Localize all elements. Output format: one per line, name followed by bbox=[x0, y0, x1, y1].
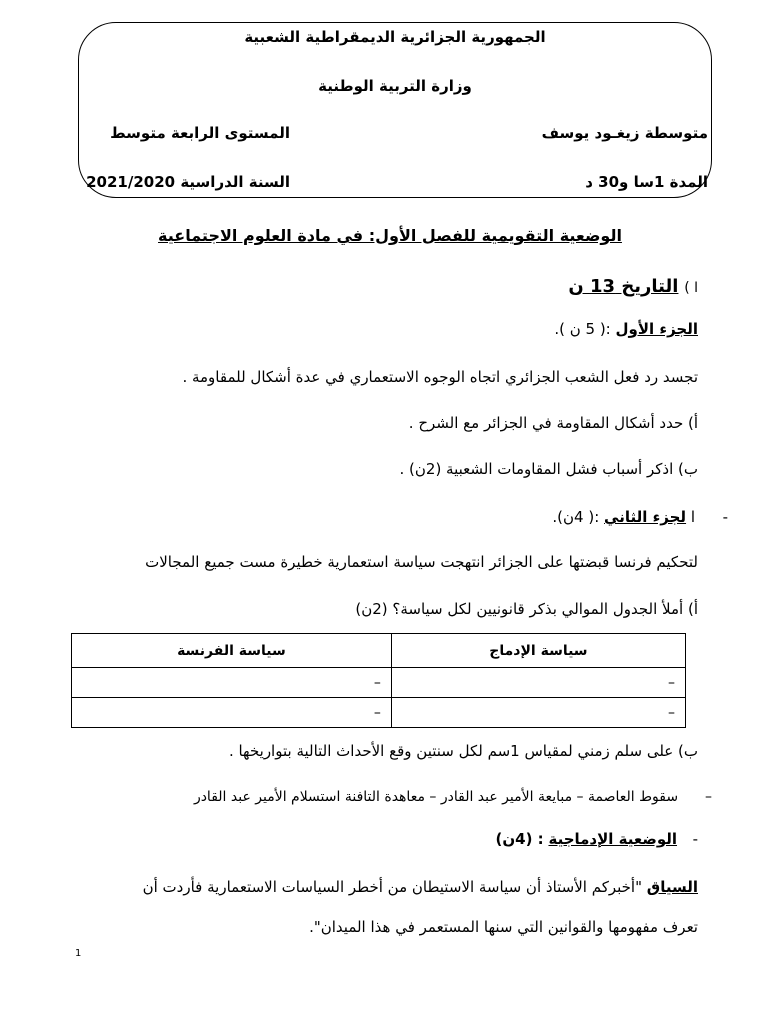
part1-heading bbox=[554, 320, 698, 338]
school-year: السنة الدراسية 2021/2020 bbox=[86, 173, 290, 191]
republic-title: الجمهورية الجزائرية الديمقراطية الشعبية bbox=[244, 28, 546, 46]
part2-intro: لتحكيم فرنسا قبضتها على الجزائر انتهجت سياسة استعمارية خطيرة مست جميع المجالات bbox=[145, 553, 698, 571]
integration-dash: - bbox=[692, 830, 698, 848]
integration-heading bbox=[496, 830, 699, 848]
table-cell: – bbox=[391, 698, 685, 728]
part2-label: لجزء الثاني bbox=[604, 508, 687, 526]
table-cell: – bbox=[72, 668, 392, 698]
part1-question-a: أ) حدد أشكال المقاومة في الجزائر مع الشرح . bbox=[408, 414, 698, 432]
events-line bbox=[194, 789, 712, 805]
exam-title: الوضعية التقويمية للفصل الأول: في مادة العلوم الاجتماعية bbox=[158, 226, 622, 245]
table-header-integration: سياسة الإدماج bbox=[391, 634, 685, 668]
table-header-row bbox=[72, 634, 686, 668]
part2-question-b: ب) على سلم زمني لمقياس 1سم لكل سنتين وقع الأحداث التالية بتواريخها . bbox=[228, 742, 698, 760]
history-prefix: ا ) bbox=[684, 280, 698, 296]
header-box bbox=[78, 22, 712, 198]
context-line-2: تعرف مفهومها والقوانين التي سنها المستعمر في هذا الميدان". bbox=[309, 918, 698, 936]
table-cell: – bbox=[72, 698, 392, 728]
part2-points: :( 4ن). bbox=[552, 508, 600, 526]
context-line-1 bbox=[70, 878, 698, 896]
ministry-title: وزارة التربية الوطنية bbox=[318, 77, 472, 95]
page-number: 1 bbox=[75, 948, 82, 959]
school-name: متوسطة زيغـود يوسف bbox=[541, 124, 708, 142]
table-cell: – bbox=[391, 668, 685, 698]
history-heading bbox=[568, 276, 698, 297]
part1-question-b: ب) اذكر أسباب فشل المقاومات الشعبية (2ن) . bbox=[399, 460, 698, 478]
part1-points: :( 5 ن ). bbox=[554, 320, 611, 338]
table-row bbox=[72, 668, 686, 698]
part1-label: الجزء الأول bbox=[615, 320, 698, 338]
integration-points: : (4ن) bbox=[495, 830, 544, 848]
history-label: التاريخ 13 ن bbox=[568, 276, 679, 297]
context-text-1: "أخبركم الأستاذ أن سياسة الاستيطان من أخطر السياسات الاستعمارية فأردت أن bbox=[142, 878, 642, 896]
policies-table bbox=[71, 633, 686, 728]
events-list: سقوط العاصمة – مبايعة الأمير عبد القادر – معاهدة التافنة استسلام الأمير عبد القادر bbox=[193, 789, 679, 805]
context-label: السياق bbox=[646, 878, 698, 896]
table-header-francization: سياسة الفرنسة bbox=[72, 634, 392, 668]
part2-question-a: أ) أملأ الجدول الموالي بذكر قانونيين لكل سياسة؟ (2ن) bbox=[355, 600, 698, 618]
part2-prefix: ا bbox=[690, 508, 696, 526]
integration-label: الوضعية الإدماجية bbox=[548, 830, 678, 848]
part1-intro: تجسد رد فعل الشعب الجزائري اتجاه الوجوه الاستعماري في عدة أشكال للمقاومة . bbox=[182, 368, 698, 386]
part2-dash: - bbox=[722, 508, 728, 526]
part2-heading bbox=[552, 508, 728, 526]
events-dash: – bbox=[705, 789, 712, 805]
table-row bbox=[72, 698, 686, 728]
exam-duration: المدة 1سا و30 د bbox=[585, 173, 708, 191]
grade-level: المستوى الرابعة متوسط bbox=[110, 124, 290, 142]
